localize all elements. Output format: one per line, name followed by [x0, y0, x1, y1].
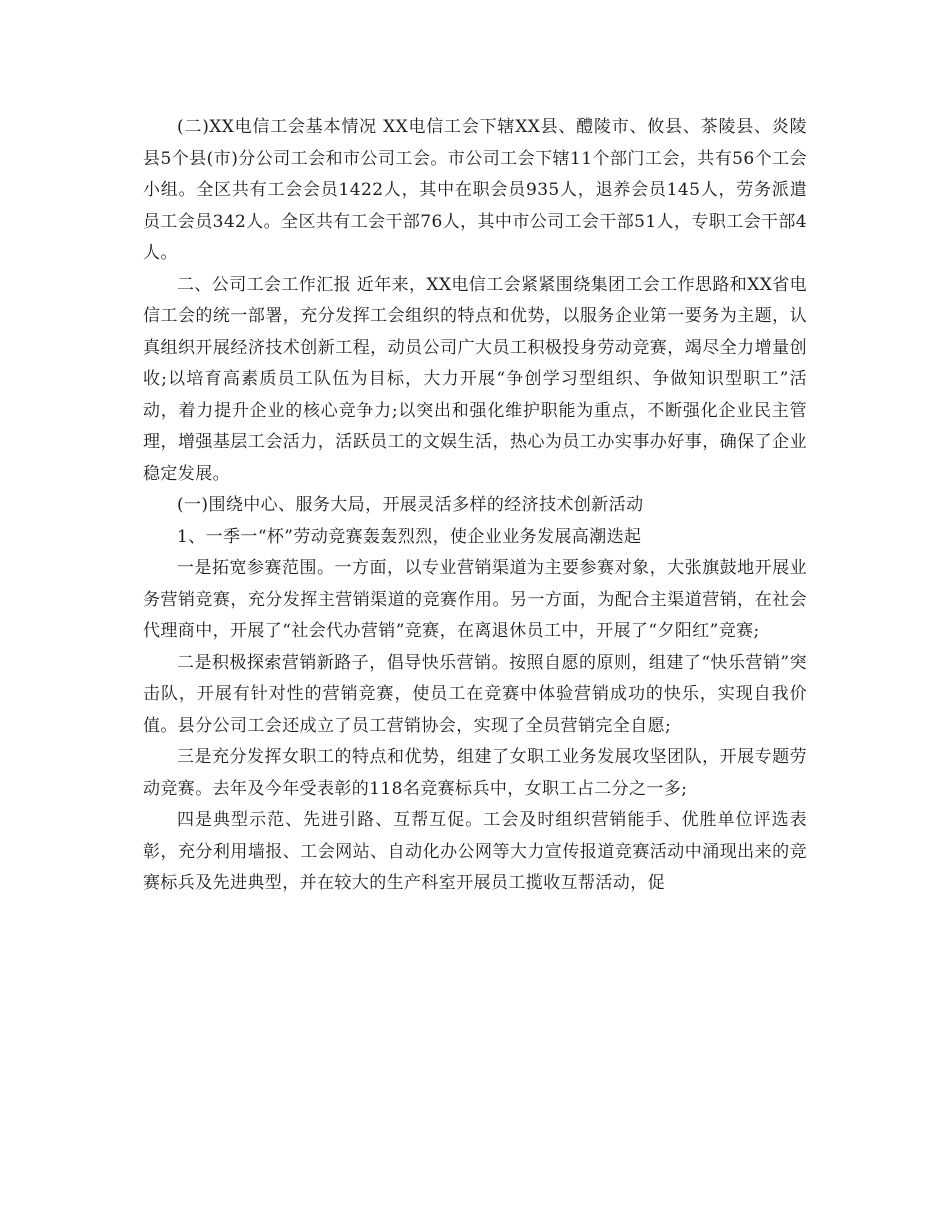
paragraph-point-one: 一是拓宽参赛范围。一方面，以专业营销渠道为主要参赛对象，大张旗鼓地开展业务营销竞赛，充分发挥主营销渠道的竞赛作用。另一方面，为配合主渠道营销，在社会代理商中，开展了“社会代办营销”竞赛，在离退休员工中，开展了“夕阳红”竞赛; [143, 558, 807, 641]
paragraph-point-two: 二是积极探索营销新路子，倡导快乐营销。按照自愿的原则，组建了“快乐营销”突击队，开展有针对性的营销竞赛，使员工在竞赛中体验营销成功的快乐，实现自我价值。县分公司工会还成立了员工营销协会，实现了全员营销完全自愿; [143, 652, 807, 736]
paragraph-section-heading: (一)围绕中心、服务大局，开展灵活多样的经济技术创新活动 [177, 495, 644, 515]
document-page [143, 112, 807, 900]
paragraph-point-three: 三是充分发挥女职工的特点和优势，组建了女职工业务发展攻坚团队，开展专题劳动竞赛。去年及今年受表彰的118名竞赛标兵中，女职工占二分之一多; [143, 747, 807, 799]
paragraph-subsection-heading: 1、一季一“杯”劳动竞赛轰轰烈烈，使企业业务发展高潮迭起 [177, 526, 642, 547]
paragraph-work-report: 二、公司工会工作汇报 近年来，XX电信工会紧紧围绕集团工会工作思路和XX省电信工会的统一部署，充分发挥工会组织的特点和优势，以服务企业第一要务为主题，认真组织开展经济技术创新工程，动员公司广大员工积极投身劳动竞赛，竭尽全力增量创收;以培育高素质员工队伍为目标，大力开展“争创学习型组织、争做知识型职工”活动，着力提升企业的核心竞争力;以突出和强化维护职能为重点，不断强化企业民主管理，增强基层工会活力，活跃员工的文娱生活，热心为员工办实事办好事，确保了企业稳定发展。 [143, 274, 808, 484]
paragraph-point-four: 四是典型示范、先进引路、互帮互促。工会及时组织营销能手、优胜单位评选表彰，充分利用墙报、工会网站、自动化办公网等大力宣传报道竞赛活动中涌现出来的竞赛标兵及先进典型，并在较大的生产科室开展员工揽收互帮活动，促 [143, 810, 807, 893]
paragraph-union-overview: (二)XX电信工会基本情况 XX电信工会下辖XX县、醴陵市、攸县、茶陵县、炎陵县5个县(市)分公司工会和市公司工会。市公司工会下辖11个部门工会，共有56个工会小组。全区共有工会会员1422人，其中在职会员935人，退养会员145人，劳务派遣员工会员342人。全区共有工会干部76人，其中市公司工会干部51人，专职工会干部4人。 [143, 117, 807, 263]
